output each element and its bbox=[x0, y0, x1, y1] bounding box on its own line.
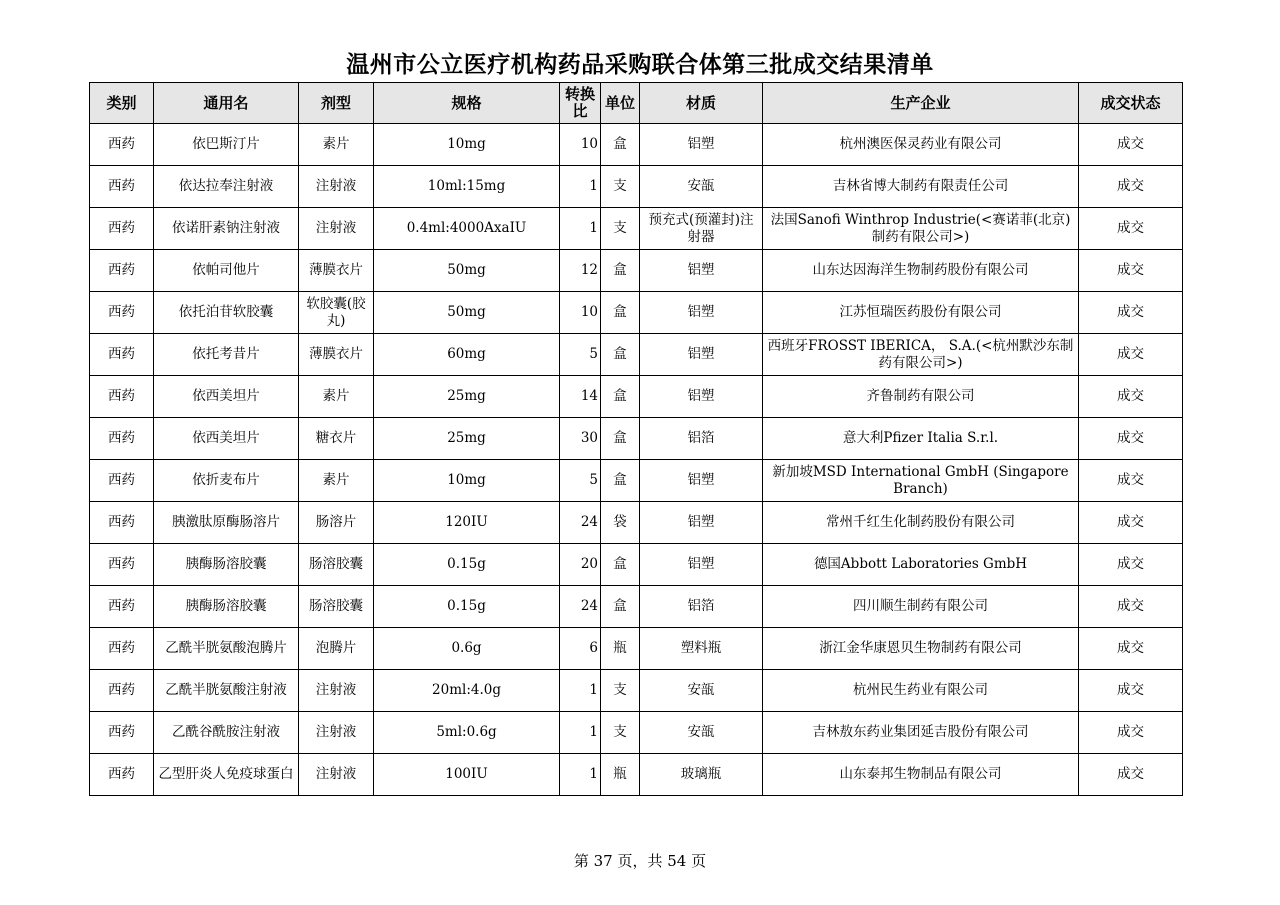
cell-manufacturer: 江苏恒瑞医药股份有限公司 bbox=[763, 292, 1079, 334]
cell-unit: 盒 bbox=[601, 250, 640, 292]
cell-generic-name: 依西美坦片 bbox=[154, 376, 299, 418]
cell-manufacturer: 西班牙FROSST IBERICA， S.A.(<杭州默沙东制药有限公司>) bbox=[763, 334, 1079, 376]
cell-manufacturer: 山东泰邦生物制品有限公司 bbox=[763, 754, 1079, 796]
table-row bbox=[90, 544, 1183, 586]
cell-manufacturer: 法国Sanofi Winthrop Industrie(<赛诺菲(北京)制药有限公司>) bbox=[763, 208, 1079, 250]
cell-deal-status: 成交 bbox=[1079, 670, 1183, 712]
table-row bbox=[90, 754, 1183, 796]
cell-dosage-form: 糖衣片 bbox=[299, 418, 374, 460]
cell-manufacturer: 四川顺生制药有限公司 bbox=[763, 586, 1079, 628]
cell-unit: 支 bbox=[601, 166, 640, 208]
cell-deal-status: 成交 bbox=[1079, 502, 1183, 544]
cell-manufacturer: 吉林省博大制药有限责任公司 bbox=[763, 166, 1079, 208]
cell-conversion-ratio: 20 bbox=[560, 544, 601, 586]
cell-conversion-ratio: 6 bbox=[560, 628, 601, 670]
cell-category: 西药 bbox=[90, 460, 154, 502]
cell-specification: 10mg bbox=[374, 460, 560, 502]
cell-deal-status: 成交 bbox=[1079, 376, 1183, 418]
cell-category: 西药 bbox=[90, 124, 154, 166]
col-header-dosage-form: 剂型 bbox=[299, 83, 374, 124]
cell-category: 西药 bbox=[90, 418, 154, 460]
cell-specification: 0.15g bbox=[374, 586, 560, 628]
cell-specification: 25mg bbox=[374, 418, 560, 460]
cell-dosage-form: 素片 bbox=[299, 376, 374, 418]
cell-dosage-form: 泡腾片 bbox=[299, 628, 374, 670]
cell-material: 铝塑 bbox=[640, 124, 763, 166]
cell-deal-status: 成交 bbox=[1079, 628, 1183, 670]
table-row bbox=[90, 586, 1183, 628]
table-row bbox=[90, 460, 1183, 502]
cell-category: 西药 bbox=[90, 754, 154, 796]
cell-manufacturer: 德国Abbott Laboratories GmbH bbox=[763, 544, 1079, 586]
cell-unit: 盒 bbox=[601, 544, 640, 586]
cell-material: 铝塑 bbox=[640, 334, 763, 376]
cell-material: 塑料瓶 bbox=[640, 628, 763, 670]
cell-category: 西药 bbox=[90, 628, 154, 670]
cell-generic-name: 依诺肝素钠注射液 bbox=[154, 208, 299, 250]
cell-category: 西药 bbox=[90, 376, 154, 418]
cell-deal-status: 成交 bbox=[1079, 712, 1183, 754]
cell-manufacturer: 齐鲁制药有限公司 bbox=[763, 376, 1079, 418]
col-header-material: 材质 bbox=[640, 83, 763, 124]
cell-conversion-ratio: 1 bbox=[560, 166, 601, 208]
cell-generic-name: 依帕司他片 bbox=[154, 250, 299, 292]
cell-conversion-ratio: 14 bbox=[560, 376, 601, 418]
cell-deal-status: 成交 bbox=[1079, 460, 1183, 502]
cell-manufacturer: 常州千红生化制药股份有限公司 bbox=[763, 502, 1079, 544]
cell-unit: 袋 bbox=[601, 502, 640, 544]
cell-dosage-form: 肠溶胶囊 bbox=[299, 586, 374, 628]
col-header-conversion-ratio: 转换比 bbox=[560, 83, 601, 124]
cell-generic-name: 乙酰谷酰胺注射液 bbox=[154, 712, 299, 754]
cell-dosage-form: 肠溶片 bbox=[299, 502, 374, 544]
cell-material: 铝塑 bbox=[640, 292, 763, 334]
cell-conversion-ratio: 24 bbox=[560, 502, 601, 544]
cell-generic-name: 胰酶肠溶胶囊 bbox=[154, 586, 299, 628]
cell-material: 玻璃瓶 bbox=[640, 754, 763, 796]
cell-specification: 120IU bbox=[374, 502, 560, 544]
cell-specification: 5ml:0.6g bbox=[374, 712, 560, 754]
cell-dosage-form: 注射液 bbox=[299, 208, 374, 250]
col-header-deal-status: 成交状态 bbox=[1079, 83, 1183, 124]
cell-specification: 0.15g bbox=[374, 544, 560, 586]
cell-conversion-ratio: 24 bbox=[560, 586, 601, 628]
cell-material: 铝箔 bbox=[640, 418, 763, 460]
cell-deal-status: 成交 bbox=[1079, 334, 1183, 376]
cell-manufacturer: 吉林敖东药业集团延吉股份有限公司 bbox=[763, 712, 1079, 754]
cell-generic-name: 乙酰半胱氨酸注射液 bbox=[154, 670, 299, 712]
col-header-generic-name: 通用名 bbox=[154, 83, 299, 124]
cell-material: 安瓿 bbox=[640, 166, 763, 208]
table-row bbox=[90, 208, 1183, 250]
cell-dosage-form: 素片 bbox=[299, 124, 374, 166]
cell-conversion-ratio: 1 bbox=[560, 670, 601, 712]
table-row bbox=[90, 418, 1183, 460]
cell-specification: 20ml:4.0g bbox=[374, 670, 560, 712]
cell-generic-name: 依托考昔片 bbox=[154, 334, 299, 376]
cell-category: 西药 bbox=[90, 586, 154, 628]
cell-unit: 瓶 bbox=[601, 628, 640, 670]
cell-category: 西药 bbox=[90, 712, 154, 754]
results-table bbox=[89, 82, 1183, 796]
cell-unit: 支 bbox=[601, 712, 640, 754]
cell-material: 铝箔 bbox=[640, 586, 763, 628]
cell-unit: 支 bbox=[601, 670, 640, 712]
cell-unit: 盒 bbox=[601, 124, 640, 166]
cell-category: 西药 bbox=[90, 208, 154, 250]
cell-dosage-form: 薄膜衣片 bbox=[299, 250, 374, 292]
cell-deal-status: 成交 bbox=[1079, 754, 1183, 796]
cell-deal-status: 成交 bbox=[1079, 208, 1183, 250]
cell-generic-name: 胰酶肠溶胶囊 bbox=[154, 544, 299, 586]
cell-conversion-ratio: 1 bbox=[560, 712, 601, 754]
cell-dosage-form: 注射液 bbox=[299, 712, 374, 754]
cell-specification: 50mg bbox=[374, 250, 560, 292]
cell-specification: 10mg bbox=[374, 124, 560, 166]
cell-specification: 0.4ml:4000AxaIU bbox=[374, 208, 560, 250]
cell-deal-status: 成交 bbox=[1079, 418, 1183, 460]
cell-unit: 盒 bbox=[601, 460, 640, 502]
col-header-unit: 单位 bbox=[601, 83, 640, 124]
cell-dosage-form: 薄膜衣片 bbox=[299, 334, 374, 376]
cell-unit: 盒 bbox=[601, 376, 640, 418]
header-row bbox=[90, 83, 1183, 124]
cell-category: 西药 bbox=[90, 502, 154, 544]
cell-manufacturer: 山东达因海洋生物制药股份有限公司 bbox=[763, 250, 1079, 292]
cell-material: 铝塑 bbox=[640, 544, 763, 586]
cell-generic-name: 依达拉奉注射液 bbox=[154, 166, 299, 208]
cell-generic-name: 依托泊苷软胶囊 bbox=[154, 292, 299, 334]
cell-generic-name: 乙型肝炎人免疫球蛋白 bbox=[154, 754, 299, 796]
cell-specification: 25mg bbox=[374, 376, 560, 418]
cell-generic-name: 胰激肽原酶肠溶片 bbox=[154, 502, 299, 544]
cell-conversion-ratio: 1 bbox=[560, 208, 601, 250]
cell-deal-status: 成交 bbox=[1079, 250, 1183, 292]
page-title: 温州市公立医疗机构药品采购联合体第三批成交结果清单 bbox=[346, 52, 934, 78]
cell-generic-name: 乙酰半胱氨酸泡腾片 bbox=[154, 628, 299, 670]
table-row bbox=[90, 334, 1183, 376]
cell-deal-status: 成交 bbox=[1079, 166, 1183, 208]
cell-conversion-ratio: 30 bbox=[560, 418, 601, 460]
table-row bbox=[90, 712, 1183, 754]
cell-dosage-form: 肠溶胶囊 bbox=[299, 544, 374, 586]
cell-material: 铝塑 bbox=[640, 250, 763, 292]
table-row bbox=[90, 250, 1183, 292]
cell-material: 铝塑 bbox=[640, 376, 763, 418]
cell-manufacturer: 意大利Pfizer Italia S.r.l. bbox=[763, 418, 1079, 460]
cell-dosage-form: 注射液 bbox=[299, 754, 374, 796]
col-header-specification: 规格 bbox=[374, 83, 560, 124]
cell-dosage-form: 注射液 bbox=[299, 670, 374, 712]
cell-generic-name: 依巴斯汀片 bbox=[154, 124, 299, 166]
cell-unit: 盒 bbox=[601, 334, 640, 376]
page-number: 第 37 页，共 54 页 bbox=[573, 852, 707, 870]
cell-unit: 瓶 bbox=[601, 754, 640, 796]
cell-generic-name: 依西美坦片 bbox=[154, 418, 299, 460]
cell-dosage-form: 注射液 bbox=[299, 166, 374, 208]
table-row bbox=[90, 292, 1183, 334]
cell-conversion-ratio: 5 bbox=[560, 460, 601, 502]
cell-specification: 100IU bbox=[374, 754, 560, 796]
cell-generic-name: 依折麦布片 bbox=[154, 460, 299, 502]
cell-manufacturer: 浙江金华康恩贝生物制药有限公司 bbox=[763, 628, 1079, 670]
table-row bbox=[90, 376, 1183, 418]
cell-conversion-ratio: 5 bbox=[560, 334, 601, 376]
cell-conversion-ratio: 10 bbox=[560, 124, 601, 166]
cell-conversion-ratio: 12 bbox=[560, 250, 601, 292]
cell-dosage-form: 软胶囊(胶丸) bbox=[299, 292, 374, 334]
cell-deal-status: 成交 bbox=[1079, 586, 1183, 628]
cell-conversion-ratio: 1 bbox=[560, 754, 601, 796]
cell-unit: 盒 bbox=[601, 418, 640, 460]
cell-category: 西药 bbox=[90, 166, 154, 208]
table-row bbox=[90, 124, 1183, 166]
cell-material: 铝塑 bbox=[640, 502, 763, 544]
cell-unit: 盒 bbox=[601, 292, 640, 334]
cell-specification: 50mg bbox=[374, 292, 560, 334]
col-header-manufacturer: 生产企业 bbox=[763, 83, 1079, 124]
table-row bbox=[90, 628, 1183, 670]
cell-category: 西药 bbox=[90, 250, 154, 292]
cell-material: 安瓿 bbox=[640, 670, 763, 712]
cell-material: 安瓿 bbox=[640, 712, 763, 754]
cell-deal-status: 成交 bbox=[1079, 124, 1183, 166]
cell-dosage-form: 素片 bbox=[299, 460, 374, 502]
cell-material: 预充式(预灌封)注射器 bbox=[640, 208, 763, 250]
cell-category: 西药 bbox=[90, 544, 154, 586]
cell-material: 铝塑 bbox=[640, 460, 763, 502]
cell-specification: 10ml:15mg bbox=[374, 166, 560, 208]
cell-specification: 0.6g bbox=[374, 628, 560, 670]
table-row bbox=[90, 166, 1183, 208]
cell-unit: 支 bbox=[601, 208, 640, 250]
cell-category: 西药 bbox=[90, 292, 154, 334]
cell-manufacturer: 新加坡MSD International GmbH (Singapore Branch) bbox=[763, 460, 1079, 502]
table-row bbox=[90, 670, 1183, 712]
cell-manufacturer: 杭州澳医保灵药业有限公司 bbox=[763, 124, 1079, 166]
cell-specification: 60mg bbox=[374, 334, 560, 376]
col-header-category: 类别 bbox=[90, 83, 154, 124]
cell-conversion-ratio: 10 bbox=[560, 292, 601, 334]
cell-deal-status: 成交 bbox=[1079, 544, 1183, 586]
cell-category: 西药 bbox=[90, 670, 154, 712]
cell-deal-status: 成交 bbox=[1079, 292, 1183, 334]
cell-unit: 盒 bbox=[601, 586, 640, 628]
cell-category: 西药 bbox=[90, 334, 154, 376]
table-row bbox=[90, 502, 1183, 544]
cell-manufacturer: 杭州民生药业有限公司 bbox=[763, 670, 1079, 712]
